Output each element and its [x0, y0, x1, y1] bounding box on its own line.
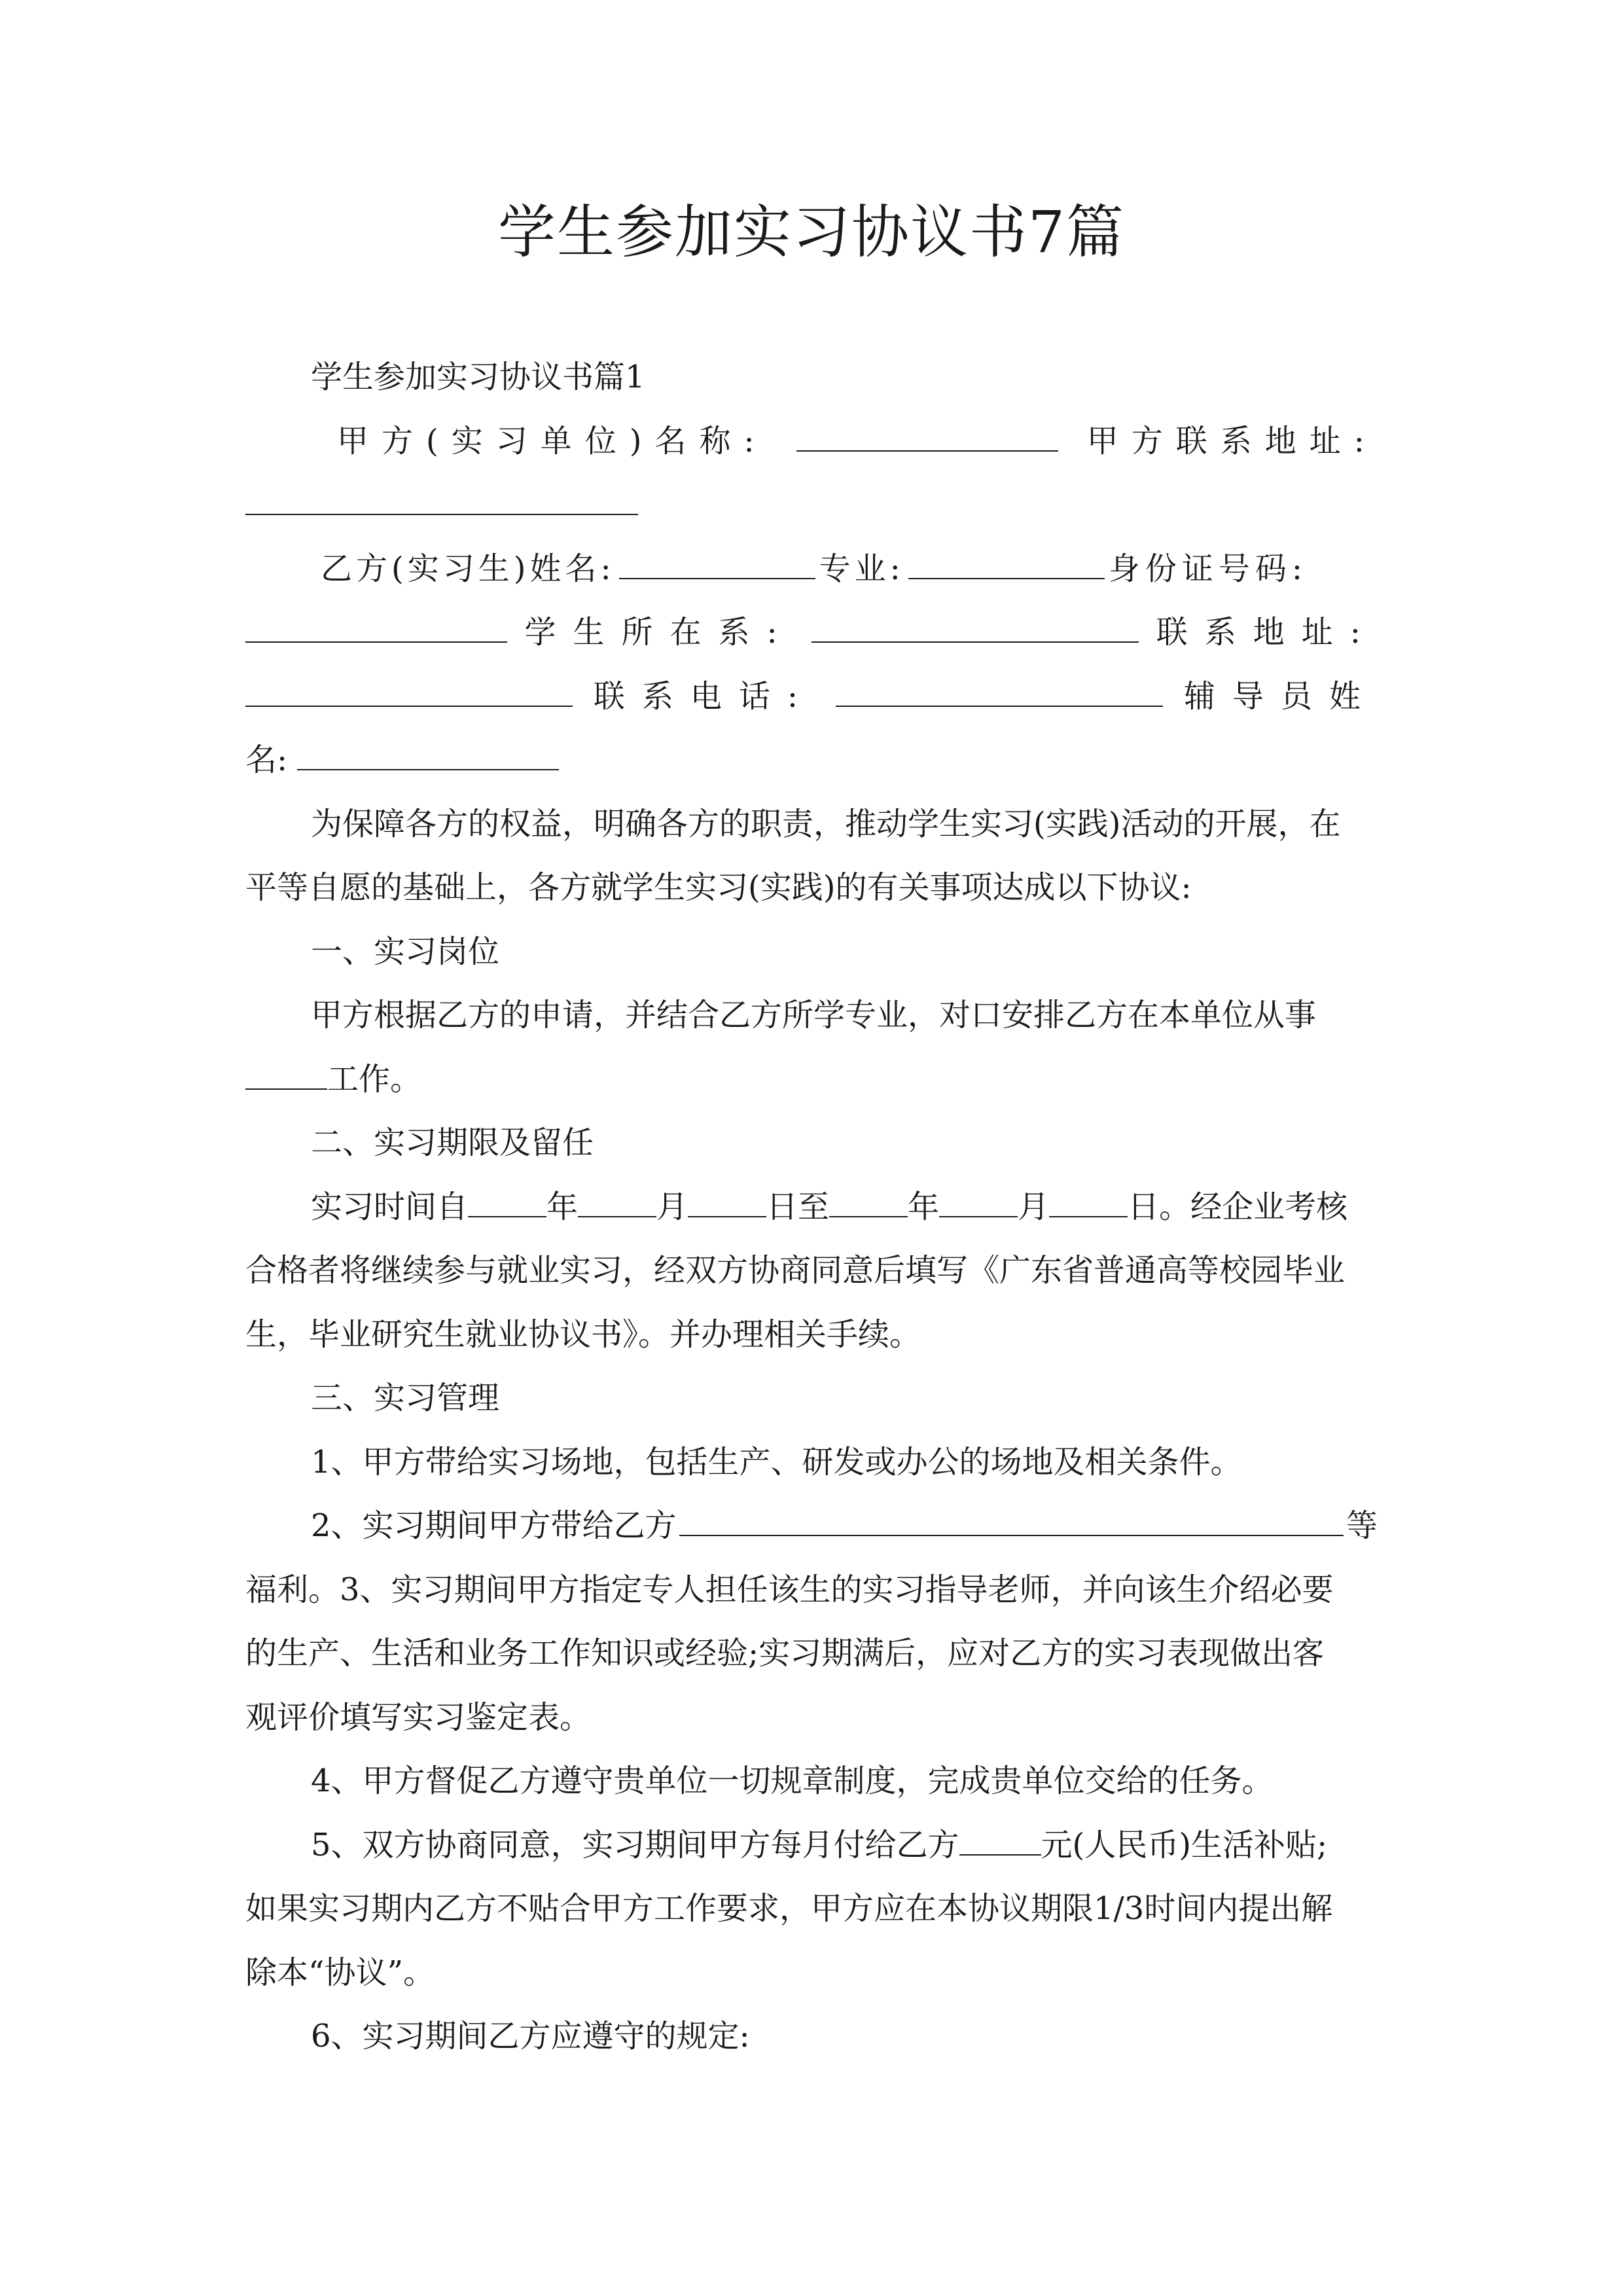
sec3-item-5-line-3: 除本“协议”。 [245, 1954, 435, 1991]
party-b-line-4 [245, 728, 1378, 793]
party-b-line-3 [245, 665, 1378, 729]
party-a-name-blank[interactable] [796, 411, 1058, 452]
party-b-major-blank[interactable] [908, 539, 1105, 579]
sec2-date-text-6: 日。经企业考核 [1128, 1188, 1348, 1225]
sec3-item-4: 4、甲方督促乙方遵守贵单位一切规章制度，完成贵单位交给的任务。 [311, 1763, 1274, 1799]
sec2-date-text-0: 实习时间自 [311, 1188, 469, 1225]
document-body [245, 346, 1378, 2069]
end-day-blank[interactable] [1049, 1177, 1128, 1217]
intro-line-2: 平等自愿的基础上，各方就学生实习(实践)的有关事项达成以下协议: [245, 869, 1192, 906]
sec2-date-text-3: 日至 [766, 1188, 830, 1225]
party-a-name-label: 甲方(实习单位)名称: [337, 422, 768, 459]
party-a-address-line [245, 473, 1378, 537]
sec3-item-2 [245, 1494, 1378, 1558]
sec3-item-5-tail: 元(人民币)生活补贴; [1041, 1826, 1328, 1863]
sec1-line-1: 甲方根据乙方的申请，并结合乙方所学专业，对口安排乙方在本单位从事 [311, 997, 1317, 1033]
party-b-line-2 [245, 601, 1378, 665]
sec3-item-5-line-2: 如果实习期内乙方不贴合甲方工作要求，甲方应在本协议期限1/3时间内提出解 [245, 1890, 1333, 1927]
sec2-line-2: 合格者将继续参与就业实习，经双方协商同意后填写《广东省普通高等校园毕业 [245, 1252, 1346, 1289]
start-day-blank[interactable] [688, 1177, 766, 1217]
end-month-blank[interactable] [939, 1177, 1018, 1217]
sec3-item-2-head: 2、实习期间甲方带给乙方 [311, 1507, 677, 1544]
party-a-address-blank[interactable] [245, 475, 638, 515]
party-b-phone-blank[interactable] [836, 666, 1163, 707]
benefits-blank[interactable] [679, 1496, 1344, 1536]
party-b-id-label: 身份证号码: [1108, 550, 1308, 587]
party-b-name-label: 乙方(实习生)姓名: [321, 550, 615, 587]
document-title: 学生参加实习协议书7篇 [498, 198, 1125, 266]
party-b-phone-label: 联系电话: [593, 677, 815, 715]
sec3-item-2-line-3: 的生产、生活和业务工作知识或经验;实习期满后，应对乙方的实习表现做出客 [245, 1635, 1325, 1672]
sec3-item-2-tail: 等 [1346, 1507, 1378, 1544]
sec1-heading: 一、实习岗位 [311, 933, 500, 970]
sec2-line-1 [245, 1175, 1378, 1240]
sec2-date-text-4: 年 [908, 1188, 940, 1225]
party-b-line-1 [245, 537, 1378, 601]
party-b-counselor-label-1: 辅导员姓 [1183, 677, 1378, 715]
party-b-dept-blank[interactable] [812, 602, 1139, 643]
sec3-heading: 三、实习管理 [311, 1380, 500, 1416]
sec3-item-1: 1、甲方带给实习场地，包括生产、研发或办公的场地及相关条件。 [311, 1443, 1242, 1480]
sec2-date-text-1: 年 [546, 1188, 579, 1225]
sec2-date-text-5: 月 [1018, 1188, 1050, 1225]
party-a-address-label: 甲方联系地址: [1086, 422, 1378, 459]
section-heading: 学生参加实习协议书篇1 [311, 359, 645, 395]
intro-line-1: 为保障各方的权益，明确各方的职责，推动学生实习(实践)活动的开展，在 [311, 805, 1341, 842]
sec2-line-3: 生，毕业研究生就业协议书》。并办理相关手续。 [245, 1316, 921, 1353]
party-b-counselor-label-2: 名: [245, 742, 288, 778]
sec1-job-blank[interactable] [245, 1049, 327, 1090]
start-year-blank[interactable] [468, 1177, 546, 1217]
sec3-item-2-line-4: 观评价填写实习鉴定表。 [245, 1698, 592, 1736]
sec3-item-5 [245, 1814, 1378, 1878]
party-a-line [245, 410, 1378, 474]
party-b-counselor-blank[interactable] [297, 730, 559, 770]
party-b-major-label: 专业: [819, 550, 904, 587]
start-month-blank[interactable] [578, 1177, 656, 1217]
sec2-heading: 二、实习期限及留任 [311, 1124, 594, 1161]
sec3-item-5-head: 5、双方协商同意，实习期间甲方每月付给乙方 [311, 1826, 959, 1863]
end-year-blank[interactable] [829, 1177, 908, 1217]
sec1-line-2 [245, 1048, 1378, 1112]
party-b-name-blank[interactable] [619, 539, 815, 579]
sec2-date-text-2: 月 [656, 1188, 688, 1225]
sec3-item-6: 6、实习期间乙方应遵守的规定: [311, 2018, 750, 2054]
party-b-dept-label: 学生所在系: [524, 614, 794, 651]
allowance-blank[interactable] [959, 1815, 1041, 1856]
party-b-id-blank[interactable] [245, 602, 507, 643]
sec3-item-2-line-2: 福利。3、实习期间甲方指定专人担任该生的实习指导老师，并向该生介绍必要 [245, 1571, 1334, 1608]
sec1-line-2-tail: 工作。 [327, 1060, 422, 1098]
party-b-address-label: 联系地址: [1156, 614, 1378, 651]
party-b-address-blank[interactable] [245, 666, 573, 707]
